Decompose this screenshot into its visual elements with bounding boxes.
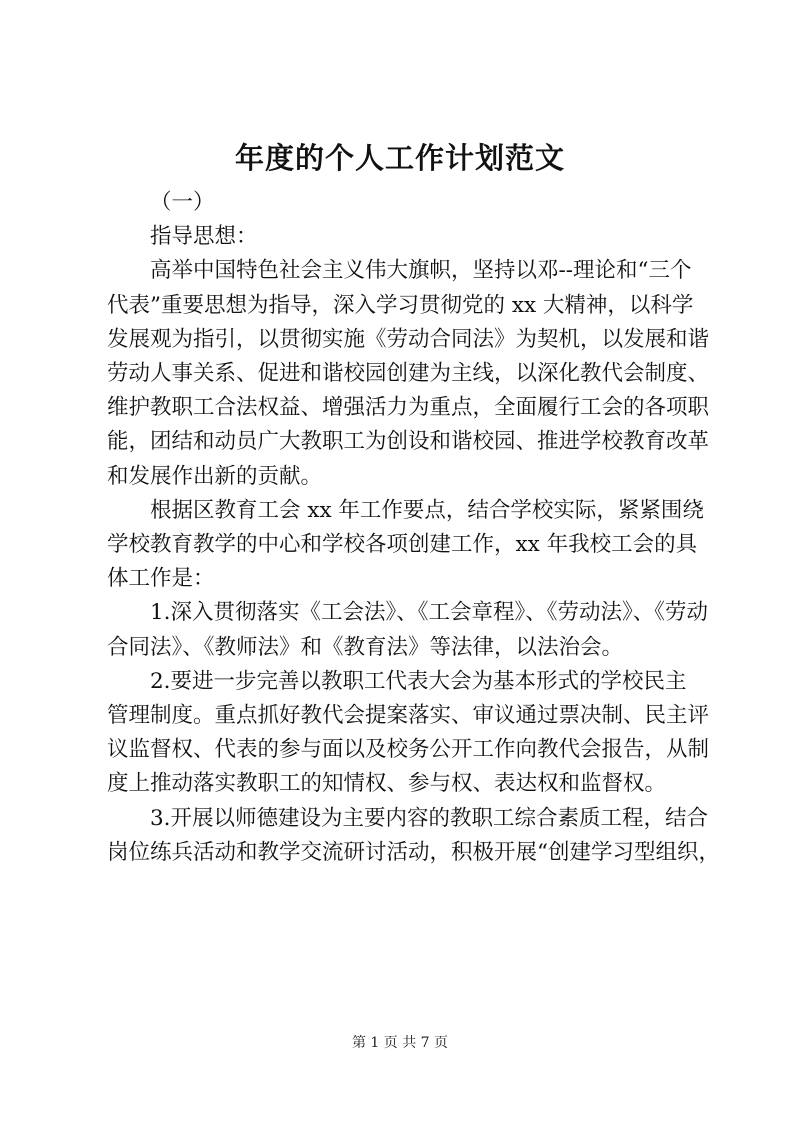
work-item-line: 合同法》、《教师法》和《教育法》等法律，以法治会。 [107, 634, 624, 660]
paragraph-line: 维护教职工合法权益、增强活力为重点，全面履行工会的各项职 [107, 395, 710, 421]
work-item-line: 管理制度。重点抓好教代会提案落实、审议通过票决制、民主评 [107, 703, 710, 729]
document-body [107, 186, 720, 870]
work-item-2 [107, 665, 710, 802]
work-item-line: 度上推动落实教职工的知情权、参与权、表达权和监督权。 [107, 771, 667, 797]
paragraph-line: 代表”重要思想为指导，深入学习贯彻党的 xx 大精神，以科学 [107, 292, 694, 318]
paragraph-guiding-thought [107, 254, 710, 493]
work-item-line: 1.深入贯彻落实《工会法》、《工会章程》、《劳动法》、《劳动 [150, 600, 709, 626]
paragraph-line: 高举中国特色社会主义伟大旗帜，坚持以邓--理论和“三个 [150, 258, 692, 284]
paragraph-line: 学校教育教学的中心和学校各项创建工作，xx 年我校工会的具 [107, 532, 698, 558]
paragraph-line: 体工作是： [107, 566, 215, 592]
paragraph-work-basis [107, 494, 704, 597]
work-item-1 [107, 596, 709, 664]
document-title: 年度的个人工作计划范文 [234, 141, 565, 175]
paragraph-line: 劳动人事关系、促进和谐校园创建为主线，以深化教代会制度、 [107, 361, 710, 387]
paragraph-line: 能，团结和动员广大教职工为创设和谐校园、推进学校教育改革 [107, 429, 710, 455]
guiding-heading: 指导思想： [150, 224, 258, 250]
page-footer: 第 1 页 共 7 页 [351, 1035, 449, 1051]
work-item-line: 议监督权、代表的参与面以及校务公开工作向教代会报告，从制 [107, 737, 710, 763]
work-item-line: 2.要进一步完善以教职工代表大会为基本形式的学校民主 [150, 668, 687, 694]
paragraph-line: 和发展作出新的贡献。 [107, 463, 323, 489]
work-item-line: 岗位练兵活动和教学交流研讨活动，积极开展“创建学习型组织， [107, 839, 720, 865]
paragraph-line: 发展观为指引，以贯彻实施《劳动合同法》为契机，以发展和谐 [107, 326, 710, 352]
work-item-line: 3.开展以师德建设为主要内容的教职工综合素质工程，结合 [150, 805, 709, 831]
section-heading: （一） [150, 190, 215, 215]
work-item-3 [107, 802, 720, 870]
paragraph-line: 根据区教育工会 xx 年工作要点，结合学校实际，紧紧围绕 [150, 497, 704, 523]
